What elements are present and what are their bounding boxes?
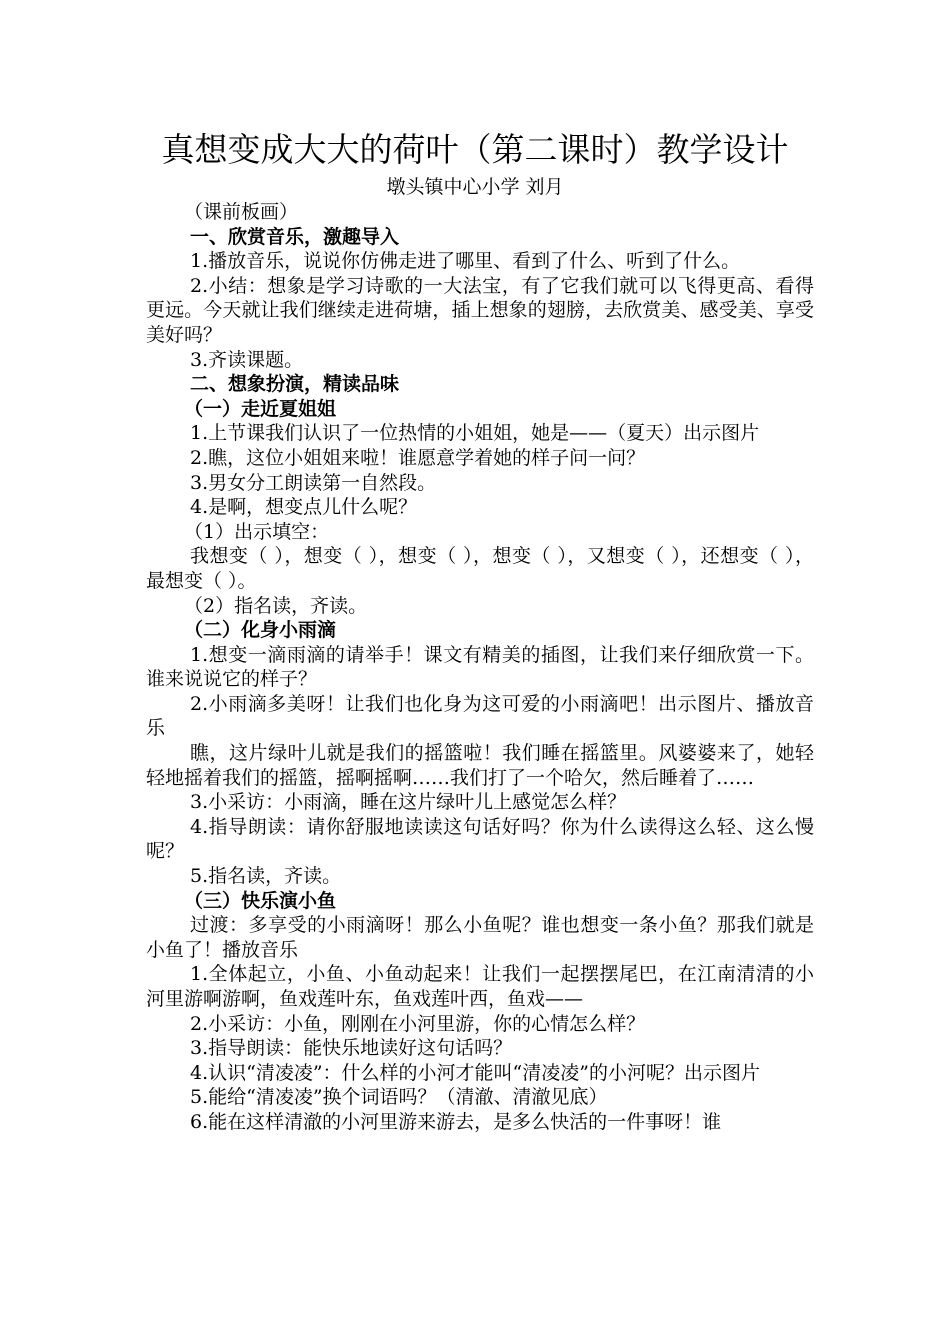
paragraph: 1.播放音乐，说说你仿佛走进了哪里、看到了什么、听到了什么。 — [190, 250, 741, 273]
section-heading: 一、欣赏音乐，激趣导入 — [190, 225, 400, 248]
paragraph: 5.指名读，齐读。 — [190, 865, 342, 888]
document-title: 真想变成大大的荷叶（第二课时）教学设计 — [161, 130, 789, 169]
section-heading: 二、想象扮演，精读品味 — [190, 373, 400, 396]
paragraph: （课前板画） — [184, 201, 299, 223]
paragraph: 2.小结：想象是学习诗歌的一大法宝，有了它我们就可以飞得更高、看得更远。今天就让我们继续走进荷塘，插上想象的翅膀，去欣赏美、感受美、享受美好吗？ — [146, 274, 814, 346]
paragraph: 3.齐读课题。 — [190, 348, 304, 371]
paragraph: 4.指导朗读：请你舒服地读读这句话好吗？你为什么读得这么轻、这么慢呢？ — [146, 815, 814, 863]
section-heading: （一）走近夏姐姐 — [184, 397, 337, 420]
paragraph: 2.瞧，这位小姐姐来啦！谁愿意学着她的样子问一问？ — [190, 446, 646, 469]
paragraph: 3.男女分工朗读第一自然段。 — [190, 471, 437, 494]
paragraph: 我想变（ ），想变（ ），想变（ ），想变（ ），又想变（ ），还想变（ ），最想变（ ）。 — [146, 545, 814, 592]
paragraph: 3.指导朗读：能快乐地读好这句话吗？ — [190, 1037, 513, 1060]
paragraph: 4.是啊，想变点儿什么呢？ — [190, 496, 418, 519]
document-body — [146, 200, 814, 1135]
paragraph: （2）指名读，齐读。 — [184, 594, 368, 617]
paragraph: 瞧，这片绿叶儿就是我们的摇篮啦！我们睡在摇篮里。风婆婆来了，她轻轻地摇着我们的摇篮，摇啊摇啊……我们打了一个哈欠，然后睡着了…… — [146, 742, 814, 789]
paragraph: 3.小采访：小雨滴，睡在这片绿叶儿上感觉怎么样？ — [190, 791, 627, 814]
paragraph: 2.小采访：小鱼，刚刚在小河里游，你的心情怎么样？ — [190, 1012, 646, 1035]
paragraph: 过渡：多享受的小雨滴呀！那么小鱼呢？谁也想变一条小鱼？那我们就是小鱼了！播放音乐 — [146, 914, 814, 961]
paragraph: 2.小雨滴多美呀！让我们也化身为这可爱的小雨滴吧！出示图片、播放音乐 — [146, 692, 814, 740]
section-heading: （二）化身小雨滴 — [184, 619, 337, 642]
paragraph: 6.能在这样清澈的小河里游来游去，是多么快活的一件事呀！谁 — [190, 1110, 722, 1133]
paragraph: 1.上节课我们认识了一位热情的小姐姐，她是——（夏天）出示图片 — [190, 422, 760, 445]
paragraph: （1）出示填空： — [184, 520, 330, 543]
author-line: 墩头镇中心小学 刘月 — [386, 176, 564, 198]
paragraph: 4.认识“清凌凌”：什么样的小河才能叫“清凌凌”的小河呢？出示图片 — [190, 1061, 760, 1084]
paragraph: 1.全体起立，小鱼、小鱼动起来！让我们一起摆摆尾巴，在江南清清的小河里游啊游啊，鱼戏莲叶东，鱼戏莲叶西，鱼戏—— — [146, 963, 814, 1010]
paragraph: 1.想变一滴雨滴的请举手！课文有精美的插图，让我们来仔细欣赏一下。谁来说说它的样子？ — [146, 643, 814, 691]
paragraph: 5.能给“清凌凌”换个词语吗？（清澈、清澈见底） — [190, 1086, 608, 1109]
section-heading: （三）快乐演小鱼 — [184, 889, 337, 912]
